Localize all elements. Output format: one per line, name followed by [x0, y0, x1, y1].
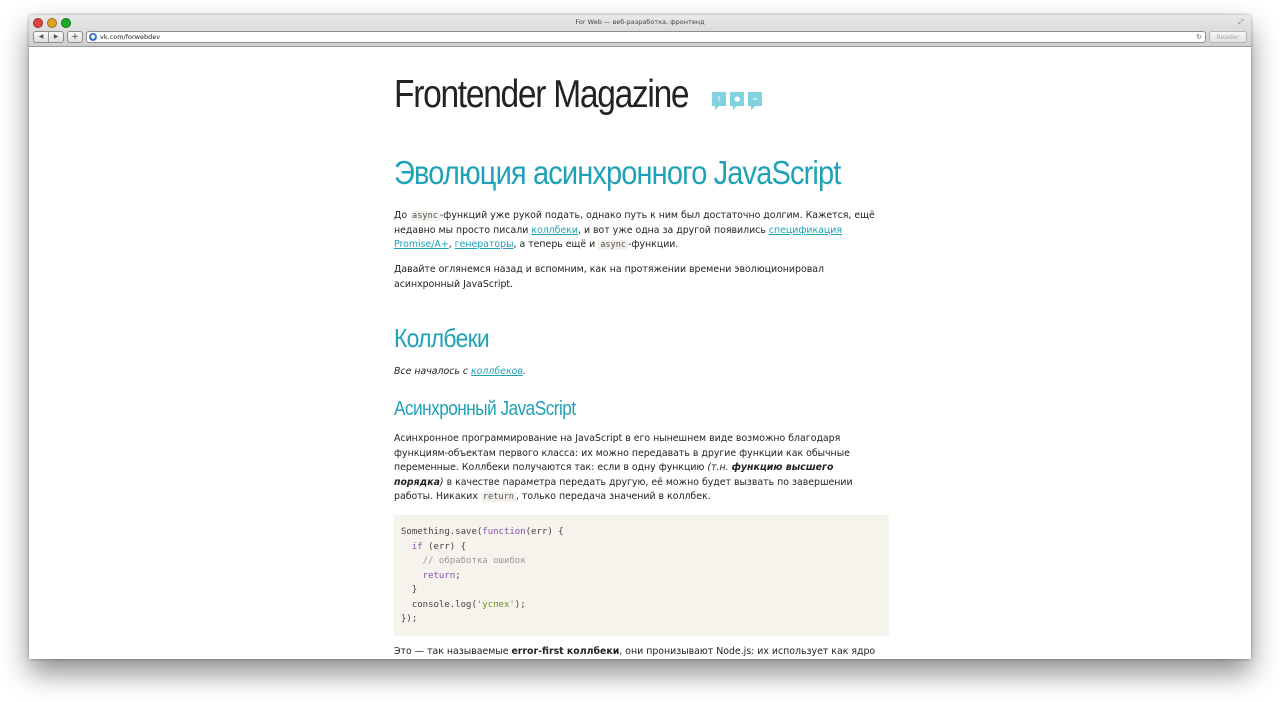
- code-keyword: if: [401, 541, 423, 552]
- body-bold: функцию высшего порядка: [394, 462, 834, 488]
- section-heading: Коллбеки: [394, 323, 489, 353]
- site-header: [394, 73, 762, 117]
- code-keyword: function: [482, 527, 526, 537]
- intro-text: До: [394, 210, 411, 221]
- link-callbacks-lead[interactable]: коллбеков: [471, 366, 523, 377]
- body-italic: (т.н.: [707, 462, 732, 473]
- link-callbacks[interactable]: коллбеки: [531, 224, 578, 236]
- forward-button[interactable]: ▶: [48, 32, 63, 42]
- reload-icon[interactable]: ↻: [1196, 33, 1202, 41]
- body-text: Это — так называемые: [394, 646, 512, 657]
- vk-icon[interactable]: ●: [730, 92, 744, 106]
- body-paragraph: [394, 432, 864, 505]
- inline-code: async: [412, 211, 438, 221]
- code-token: );: [514, 599, 526, 610]
- reader-button[interactable]: Reader: [1209, 31, 1247, 43]
- subsection-heading: Асинхронный JavaScript: [394, 398, 576, 420]
- add-bookmark-button[interactable]: +: [67, 31, 83, 43]
- article-title: Эволюция асинхронного JavaScript: [394, 154, 841, 191]
- browser-window: [29, 15, 1251, 659]
- section-lead: [394, 365, 889, 380]
- body-paragraph-2: [394, 645, 889, 659]
- inline-code: return: [482, 492, 514, 502]
- intro-paragraph-2: Давайте оглянемся назад и вспомним, как на протяжении времени эволюционировал асинхронный JavaScript.: [394, 264, 824, 290]
- url-text[interactable]: vk.com/forwebdev: [100, 33, 161, 41]
- code-token: }: [401, 585, 418, 595]
- code-string: 'успех': [476, 599, 515, 610]
- code-token: ;: [455, 570, 461, 581]
- lead-text: Все началось с: [394, 366, 472, 377]
- code-token: console.log(: [401, 599, 477, 610]
- window-title: For Web — веб-разработка, фронтенд: [575, 18, 705, 26]
- code-token: });: [401, 614, 418, 624]
- code-block: [394, 515, 889, 636]
- site-favicon-icon: ●: [90, 34, 96, 40]
- address-bar[interactable]: [86, 31, 1206, 43]
- intro-text: -функции.: [628, 239, 679, 250]
- body-italic-end: ): [439, 476, 444, 488]
- body-bold: error-first коллбеки: [511, 646, 620, 657]
- back-button[interactable]: ◀: [38, 33, 44, 40]
- rss-icon[interactable]: ≈: [748, 92, 762, 106]
- inline-code: async: [600, 240, 627, 250]
- link-promise-spec[interactable]: спецификация Promise/A+: [394, 224, 842, 250]
- body-text: , только передача значений в коллбек.: [515, 491, 711, 502]
- body-text: Асинхронное программирование на JavaScript в его нынешнем виде возможно благодаря функциям-объектам первого класса: их можно передавать в другие функции как обычные переменные. Коллбеки получаются так: если в одну функцию: [394, 433, 850, 473]
- intro-text: ,: [448, 239, 455, 250]
- social-links: [712, 92, 762, 106]
- code-token: (err) {: [525, 527, 564, 537]
- browser-toolbar: [33, 31, 1247, 43]
- site-title[interactable]: Frontender Magazine: [394, 73, 689, 116]
- intro-text: , и вот уже одна за другой появились: [577, 224, 769, 236]
- link-generators[interactable]: генераторы: [454, 239, 514, 250]
- fullscreen-icon[interactable]: ⤢: [1238, 18, 1244, 26]
- body-text: , они пронизывают Node.js: их использует как ядро: [619, 646, 876, 657]
- lead-end: .: [522, 366, 526, 377]
- intro-text: -функций уже рукой подать, однако путь к ним был достаточно долгим. Кажется, ещё недавно мы просто писали: [394, 210, 875, 236]
- code-token: (err) {: [422, 541, 467, 552]
- page-content: [29, 47, 1251, 659]
- code-keyword: return: [401, 570, 456, 581]
- history-nav: [33, 31, 64, 43]
- code-comment: // обработка ошибок: [401, 556, 526, 566]
- title-bar: [29, 15, 1251, 47]
- body-text: в качестве параметра передать другую, её можно будет вызвать по завершении работы. Никаких: [394, 476, 853, 502]
- intro-paragraph: [394, 209, 889, 253]
- twitter-icon[interactable]: t: [712, 92, 726, 106]
- code-token: Something.save(: [401, 527, 483, 537]
- intro-text: , а теперь ещё и: [513, 239, 599, 250]
